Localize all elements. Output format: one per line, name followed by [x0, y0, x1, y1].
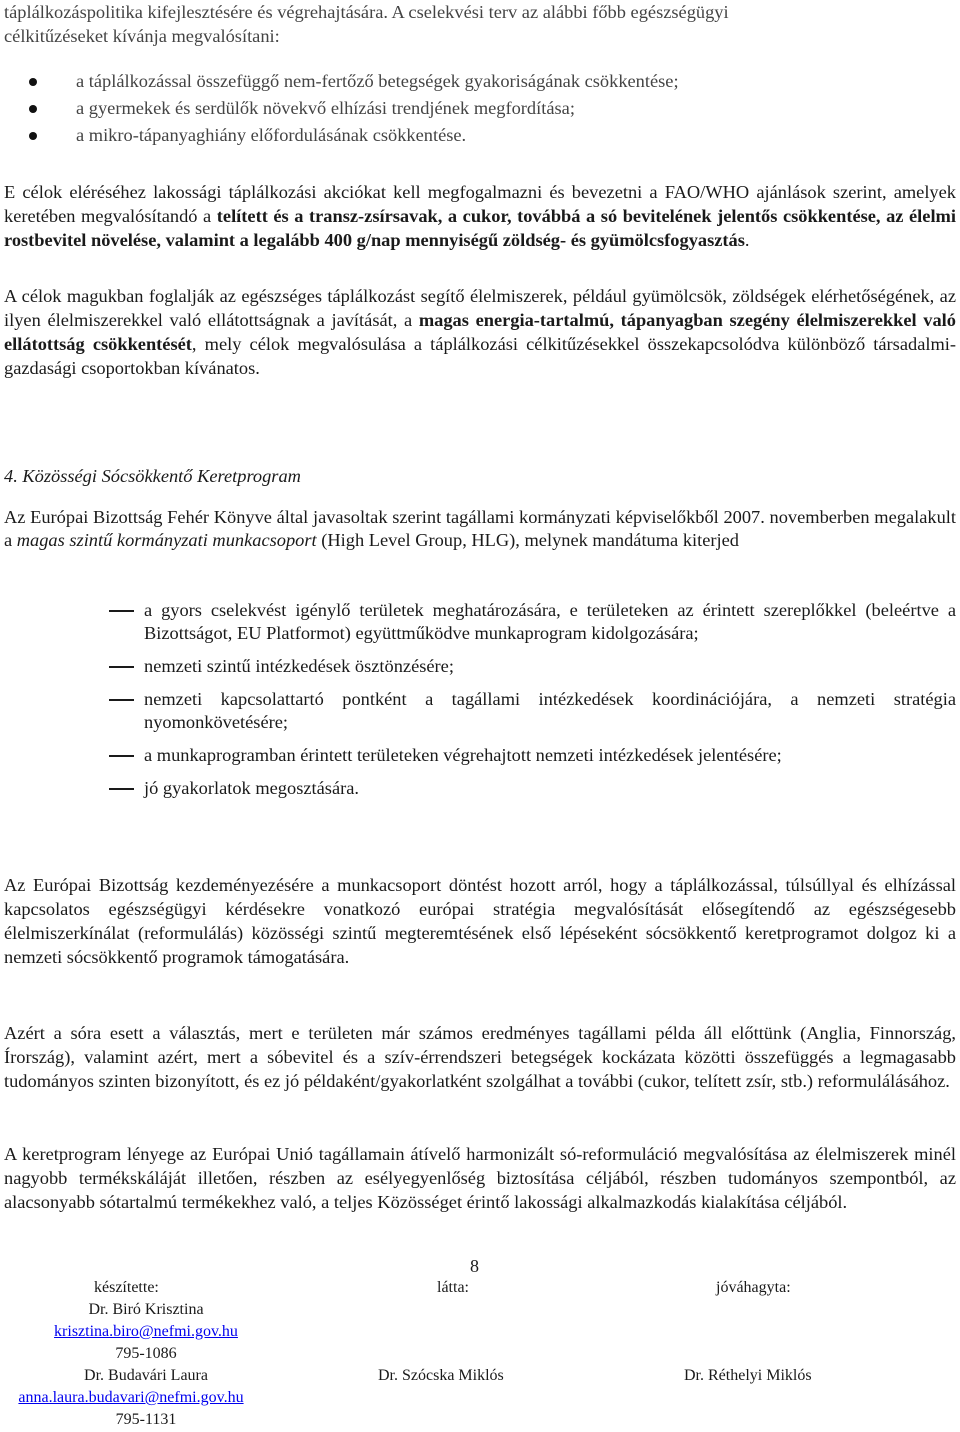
prepared-by-column — [18, 1277, 262, 1431]
seen-name: Dr. Szócska Miklós — [378, 1367, 504, 1384]
bullet-icon — [29, 132, 37, 140]
prepared-phone-1: 795-1086 — [115, 1345, 177, 1362]
bullet-icon — [29, 78, 37, 86]
prepared-name-2: Dr. Budavári Laura — [84, 1367, 208, 1384]
list-item: a táplálkozással összefüggő nem-fertőző betegségek gyakoriságának csökkentése; — [4, 68, 944, 95]
list-item: jó gyakorlatok megosztására. — [4, 777, 956, 800]
list-item: a gyors cselekvést igénylő területek meghatározására, e területeken az érintett szereplőkkel (beleértve a Bizottságot, EU Platformot) együttműködve munkaprogram kidolgozására; — [4, 599, 956, 645]
list-item: a mikro-tápanyaghiány előfordulásának csökkentése. — [4, 122, 944, 149]
dash-icon — [109, 610, 134, 612]
paragraph-fao-who: E célok eléréséhez lakossági táplálkozási akciókat kell megfogalmazni és bevezetni a FAO/WHO ajánlások szerint, amelyek keretében megvalósítandó a telített és a transz-zsírsavak, a cukor, továbbá a só bevitelének jelentős csökkentése, az élelmi rostbevitel növelése, valamint a legalább 400 g/nap mennyiségű zöldség- és gyümölcsfogyasztás. — [4, 182, 956, 250]
bullet-icon — [29, 105, 37, 113]
paragraph-salt-choice: Azért a sóra esett a választás, mert e területen már számos eredményes tagállami példa áll előttünk (Anglia, Finnország, Írország), valamint azért, mert a sóbevitel és a szív-érrendszeri betegségek kockázata közötti összefüggés a legmagasabb tudományos szinten bizonyított, és ez jó példaként/gyakorlatként szolgálhat a további (cukor, telített zsír, stb.) reformulálásához. — [4, 1023, 956, 1091]
section-heading: 4. Közösségi Sócsökkentő Keretprogram — [4, 466, 301, 486]
list-item: nemzeti kapcsolattartó pontként a tagállami intézkedések koordinációjára, a nemzeti stratégia nyomonkövetésére; — [4, 688, 956, 734]
intro-paragraph — [4, 0, 956, 48]
dash-icon — [109, 666, 134, 668]
italic-text: magas szintű kormányzati munkacsoport — [16, 530, 317, 550]
seen-label: látta: — [437, 1279, 469, 1296]
emphasis-text: telített és a transz-zsírsavak, a cukor, továbbá a só bevitelének jelentős csökkentése, az élelmi rostbevitel növelése, valamint a legalább 400 g/nap mennyiségű zöldség- és gyümölcsfogyasztás — [4, 206, 956, 250]
list-item: a gyermekek és serdülők növekvő elhízási trendjének megfordítása; — [4, 95, 944, 122]
paragraph-framework-essence: A keretprogram lényege az Európai Unió tagállamain átívelő harmonizált só-reformuláció megvalósítása az élelmiszerek minél nagyobb termékskáláját illetően, részben az esélyegyenlőség biztosítása céljából, részben tudományos szempontból, az alacsonyabb sótartalmú termékekhez való, a teljes Közösséget érintő lakossági alkalmazkodás kialakítása céljából. — [4, 1144, 956, 1212]
intro-line-1: táplálkozáspolitika kifejlesztésére és végrehajtására. A cselekvési terv az alábbi főbb egészségügyi — [4, 2, 729, 22]
emphasis-text: magas energia-tartalmú, tápanyagban szegény élelmiszerekkel való ellátottság csökkentését — [4, 310, 956, 354]
mandate-dash-list — [4, 599, 956, 800]
list-item: nemzeti szintű intézkedések ösztönzésére; — [4, 655, 956, 678]
list-item: a munkaprogramban érintett területeken végrehajtott nemzeti intézkedések jelentésére; — [4, 744, 956, 767]
dash-icon — [109, 699, 134, 701]
prepared-label: készítette: — [94, 1279, 159, 1296]
prepared-email-2-link[interactable]: anna.laura.budavari@nefmi.gov.hu — [18, 1389, 244, 1406]
prepared-name-1: Dr. Biró Krisztina — [88, 1301, 204, 1318]
paragraph-hlg: Az Európai Bizottság Fehér Könyve által javasoltak szerint tagállami kormányzati képviselőkből 2007. novemberben megalakult a magas szintű kormányzati munkacsoport (High Level Group, HLG), melynek mandátuma kiterjed — [4, 507, 956, 550]
approved-label: jóváhagyta: — [716, 1279, 791, 1296]
approved-name: Dr. Réthelyi Miklós — [684, 1367, 812, 1384]
intro-line-2: célkitűzéseket kívánja megvalósítani: — [4, 26, 280, 46]
page-number: 8 — [470, 1256, 479, 1276]
paragraph-framework-decision: Az Európai Bizottság kezdeményezésére a munkacsoport döntést hozott arról, hogy a táplálkozással, túlsúllyal és elhízással kapcsolatos egészségügyi kérdésekre vonatkozó európai stratégia megvalósítását elősegítendő az egészségesebb élelmiszerkínálat (reformulálás) közösségi szintű megteremtésének első lépéseként sócsökkentő keretprogramot dolgoz ki a nemzeti sócsökkentő programok támogatására. — [4, 875, 956, 967]
dash-icon — [109, 788, 134, 790]
prepared-email-1-link[interactable]: krisztina.biro@nefmi.gov.hu — [54, 1323, 238, 1340]
dash-icon — [109, 755, 134, 757]
goals-bullet-list — [4, 68, 944, 149]
paragraph-goals: A célok magukban foglalják az egészséges táplálkozást segítő élelmiszerek, például gyümölcsök, zöldségek elérhetőségének, az ilyen élelmiszerekkel való ellátottságnak a javítását, a magas energia-tartalmú, tápanyagban szegény élelmiszerekkel való ellátottság csökkentését, mely célok megvalósulása a táplálkozási célkitűzésekkel összekapcsolódva különböző társadalmi-gazdasági csoportokban kívánatos. — [4, 286, 957, 378]
prepared-phone-2: 795-1131 — [115, 1411, 177, 1428]
